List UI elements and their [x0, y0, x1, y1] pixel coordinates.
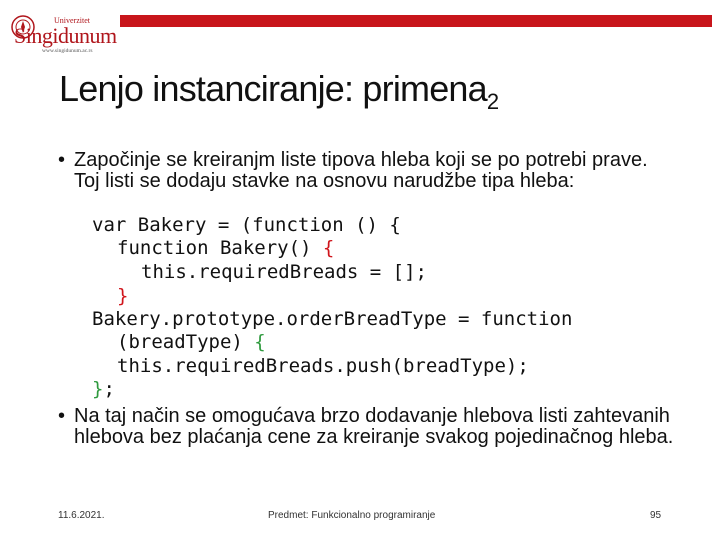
page-number: 95: [650, 510, 662, 521]
code-brace: }: [117, 285, 129, 307]
university-logo: [8, 8, 118, 60]
code-line: this.requiredBreads.push(breadType);: [117, 355, 529, 377]
code-line: var Bakery = (function () {: [92, 214, 401, 236]
code-brace: }: [92, 378, 104, 400]
bullet-dot-icon: •: [58, 149, 66, 171]
footer-date: 11.6.2021.: [58, 510, 105, 521]
logo-name: Singidunum: [14, 23, 117, 48]
code-line: [117, 285, 128, 309]
code-brace: {: [254, 331, 266, 353]
code-line: Bakery.prototype.orderBreadType = function: [92, 308, 573, 330]
code-line: [117, 237, 334, 261]
footer-subject: Predmet: Funkcionalno programiranje: [268, 510, 436, 521]
slide-title-text: Lenjo instanciranje: primena: [59, 68, 487, 109]
bullet-text: Na taj način se omogućava brzo dodavanje hlebova listi zahtevanih hlebova bez plaćanja cene za kreiranje svakog pojedinačnog hleba.: [74, 405, 674, 448]
code-line: [92, 378, 115, 402]
code-text: function Bakery(): [117, 237, 323, 259]
code-line: this.requiredBreads = [];: [141, 261, 427, 283]
code-text: (breadType): [117, 331, 255, 353]
bullet-text: Započinje se kreiranjm liste tipova hleba koji se po potrebi prave. Toj listi se dodaju stavke na osnovu narudžbe tipa hleba:: [74, 149, 648, 192]
header-bar: [120, 15, 712, 27]
code-line: [117, 331, 266, 355]
bullet-dot-icon: •: [58, 405, 66, 427]
slide-title-subscript: 2: [486, 89, 499, 114]
logo-url: www.singidunum.ac.rs: [42, 48, 93, 54]
logo-university-label: Univerzitet: [54, 16, 90, 25]
slide-title: [59, 68, 498, 115]
code-brace: {: [322, 237, 335, 259]
code-text: ;: [103, 378, 115, 400]
